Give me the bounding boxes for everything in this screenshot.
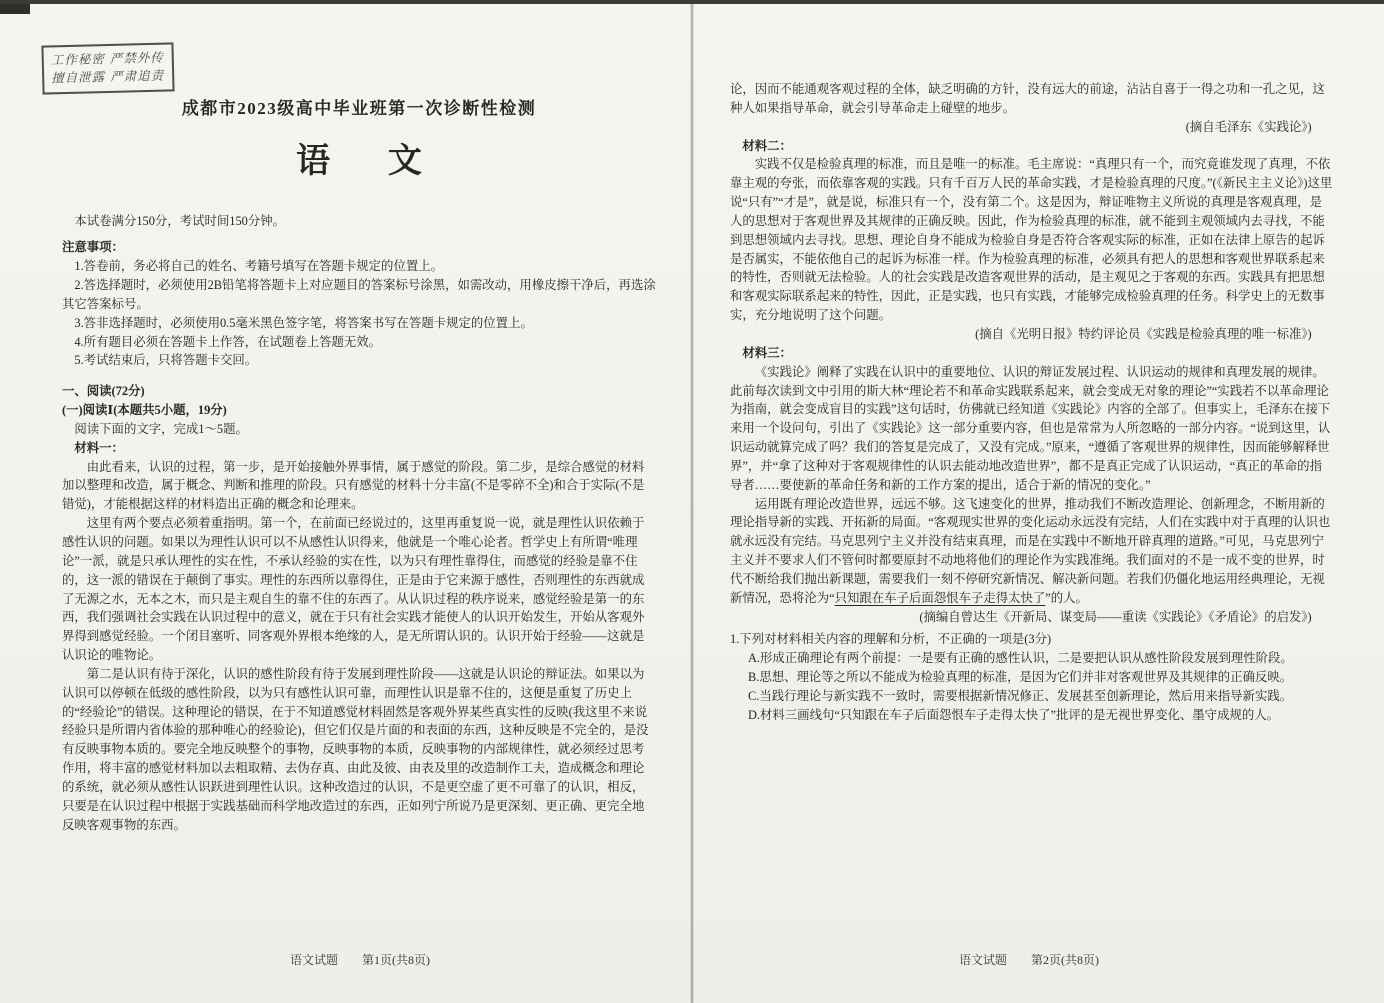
material-3-citation: (摘编自曾达生《开新局、谋变局——重读《实践论》《矛盾论》的启发》) — [919, 609, 1312, 624]
subsection-1-heading: (一)阅读Ⅰ(本题共5小题，19分) — [62, 403, 227, 418]
reading-instruction: 阅读下面的文字，完成1～5题。 — [74, 421, 248, 436]
notice-item-1: 1.答卷前，务必将自己的姓名、考籍号填写在答题卡规定的位置上。 — [74, 259, 444, 274]
exam-info: 本试卷满分150分，考试时间150分钟。 — [74, 213, 286, 228]
question-1-option-c: C.当践行理论与新实践不一致时，需要根据新情况修正、发展甚至创新理论，然后用来指导新实践。 — [747, 689, 1293, 703]
material-1-label: 材料一： — [74, 440, 124, 455]
question-1-option-d: D.材料三画线句“只知跟在车子后面怨恨车子走得太快了”批评的是无视世界变化、墨守成规的人。 — [747, 707, 1280, 722]
page-1 — [0, 4, 690, 1003]
material-3-paragraph-2-end: ”的人。 — [1045, 590, 1088, 605]
exam-header-title: 成都市2023级高中毕业班第一次诊断性检测 — [181, 99, 537, 118]
question-1-stem: 1.下列对材料相关内容的理解和分析，不正确的一项是(3分) — [730, 632, 1052, 647]
notice-item-3: 3.答非选择题时，必须使用0.5毫米黑色签字笔，将答案书写在答题卡规定的位置上。 — [74, 315, 533, 330]
material-3-paragraph-2 — [730, 495, 1334, 608]
material-1-paragraph-3: 第二是认识有待于深化，认识的感性阶段有待于发展到理性阶段——这就是认识论的辩证法。如果以为认识可以停顿在低级的感性阶段，以为只有感性认识可靠，而理性认识是靠不住的，这便是重复了历史上的“经验论”的错误。这种理论的错误，在于不知道感觉材料固然是客观外界某些真实性的反映(我这里不来说经验只是所谓内省体验的那种唯心的经验论)，但它们仅是片面的和表面的东西，这种反映是不完全的，是没有反映事物本质的。要完全地反映整个的事物，反映事物的本质，反映事物的内部规律性，就必须经过思考作用，将丰富的感觉材料加以去粗取精、去伪存真、由此及彼、由表及里的改造制作工夫，造成概念和理论的系统，就必须从感性认识跃进到理性认识。这种改造过的认识，不是更空虚了更不可靠了的认识，相反，只要是在认识过程中根据于实践基础而科学地改造过的东西，正如列宁所说乃是更深刻、更正确、更完全地反映客观事物的东西。 — [62, 666, 649, 832]
material-3-underlined-phrase: 只知跟在车子后面怨恨车子走得太快了 — [834, 590, 1046, 605]
material-2-label: 材料二： — [742, 138, 792, 153]
material-1-paragraph-1: 由此看来，认识的过程，第一步，是开始接触外界事情，属于感觉的阶段。第二步，是综合感觉的材料加以整理和改造，属于概念、判断和推理的阶段。只有感觉的材料十分丰富(不是零碎不全)和合于实际(不是错觉)，才能根据这样的材料造出正确的概念和论理来。 — [62, 459, 645, 512]
material-3-label: 材料三： — [742, 345, 792, 360]
page-2-footer: 语文试题 第2页(共8页) — [959, 952, 1099, 967]
stamp-line-2: 擅自泄露 严肃追责 — [51, 67, 165, 86]
question-1-option-b: B.思想、理论等之所以不能成为检验真理的标准，是因为它们并非对客观世界及其规律的正确反映。 — [747, 670, 1293, 685]
material-1-paragraph-4: 论，因而不能通观客观过程的全体，缺乏明确的方针，没有远大的前途，沾沾自喜于一得之功和一孔之见，这种人如果指导革命，就会引导革命走上碰壁的地步。 — [730, 82, 1325, 115]
notice-title: 注意事项： — [62, 240, 124, 255]
stamp-line-1: 工作秘密 严禁外传 — [50, 49, 164, 68]
subject-title: 语 文 — [296, 142, 434, 180]
material-1-paragraph-2: 这里有两个要点必须着重指明。第一个，在前面已经说过的，这里再重复说一说，就是理性认识依赖于感性认识的问题。如果以为理性认识可以不从感性认识得来，他就是一个唯心论者。哲学史上有所谓“唯理论”一派，就是只承认理性的实在性，不承认经验的实在性，以为只有理性靠得住，而感觉的经验是靠不住的，这一派的错误在于颠倒了事实。理性的东西所以靠得住，正是由于它来源于感性，否则理性的东西就成了无源之水，无本之木，而只是主观自生的靠不住的东西了。从认识过程的秩序说来，感觉经验是第一的东西，我们强调社会实践在认识过程中的意义，就在于只有社会实践才能使人的认识开始发生，开始从客观外界得到感觉经验。一个闭目塞听、同客观外界根本绝缘的人，是无所谓认识的。认识开始于经验——这就是认识论的唯物论。 — [62, 516, 645, 663]
material-2-citation: (摘自《光明日报》特约评论员《实践是检验真理的唯一标准》) — [975, 326, 1312, 341]
notice-item-4: 4.所有题目必须在答题卡上作答，在试题卷上答题无效。 — [74, 334, 382, 349]
question-1-option-a: A.形成正确理论有两个前提：一是要有正确的感性认识，二是要把认识从感性阶段发展到理性阶段。 — [747, 651, 1293, 666]
notice-item-2: 2.答选择题时，必须使用2B铅笔将答题卡上对应题目的答案标号涂黑，如需改动，用橡皮擦干净后，再选涂其它答案标号。 — [62, 278, 656, 311]
material-2-paragraph-1: 实践不仅是检验真理的标准，而且是唯一的标准。毛主席说：“真理只有一个，而究竟谁发现了真理，不依靠主观的夸张，而依靠客观的实践。只有千百万人民的革命实践，才是检验真理的尺度。”(《新民主主义论》)这里说“只有”“才是”，就是说，标准只有一个，没有第二个。这是因为，辩证唯物主义所说的真理是客观真理，是人的思想对于客观世界及其规律的正确反映。因此，作为检验真理的标准，就不能到主观领域内去寻找，不能到思想领域内去寻找。思想、理论自身不能成为检验自身是否符合客观实际的标准，正如在法律上原告的起诉是否属实，不能依他自己的起诉为标准一样。作为检验真理的标准，必须具有把人的思想和客观世界联系起来的特性，否则就无法检验。人的社会实践是改造客观世界的活动，是主观见之于客观的东西。实践具有把思想和客观实际联系起来的特性，因此，正是实践，也只有实践，才能够完成检验真理的任务。科学史上的无数事实，充分地说明了这个问题。 — [730, 157, 1333, 323]
notice-item-5: 5.考试结束后，只将答题卡交回。 — [74, 353, 258, 368]
section-1-heading: 一、阅读(72分) — [62, 384, 145, 399]
page-1-footer: 语文试题 第1页(共8页) — [290, 952, 430, 967]
material-3-paragraph-1: 《实践论》阐释了实践在认识中的重要地位、认识的辩证发展过程、认识运动的规律和真理发展的规律。此前每次读到文中引用的斯大林“理论若不和革命实践联系起来，就会变成无对象的理论”“实践若不以革命理论为指南，就会变成盲目的实践”这句话时，仿佛就已经知道《实践论》内容的全部了。但事实上，毛泽东在接下来用一个设问句，引出了《实践论》这一部分重要内容，但也是常常为人所忽略的一部分内容。“说到这里，认识运动就算完成了吗？我们的答复是完成了，又没有完成。”原来，“遵循了客观世界的规律性，因而能够解释世界”，并“拿了这种对于客观规律性的认识去能动地改造世界”，都不是真正完成了认识运动，“真正的革命的指导者……要使新的革命任务和新的工作方案的提出，适合于新的情况的变化。” — [730, 364, 1331, 492]
material-1-citation: (摘自毛泽东《实践论》) — [1185, 119, 1312, 134]
page-2 — [694, 4, 1384, 1003]
material-3-paragraph-2-text: 运用既有理论改造世界，远远不够。这飞速变化的世界，推动我们不断改造理论、创新理念，不断用新的理论指导新的实践、开拓新的局面。“客观现实世界的变化运动永远没有完结，人们在实践中对于真理的认识也就永远没有完结。马克思列宁主义并没有结束真理，而是在实践中不断地开辟真理的道路。”可见，马克思列宁主义并不要求人们不管何时都要原封不动地将他们的理论作为实践准绳。我们面对的不是一成不变的世界，时代不断给我们抛出新课题，需要我们一刻不停研究新情况、解决新问题。若我们仍僵化地运用经典理论，无视新情况，恐将沦为“ — [730, 496, 1331, 605]
